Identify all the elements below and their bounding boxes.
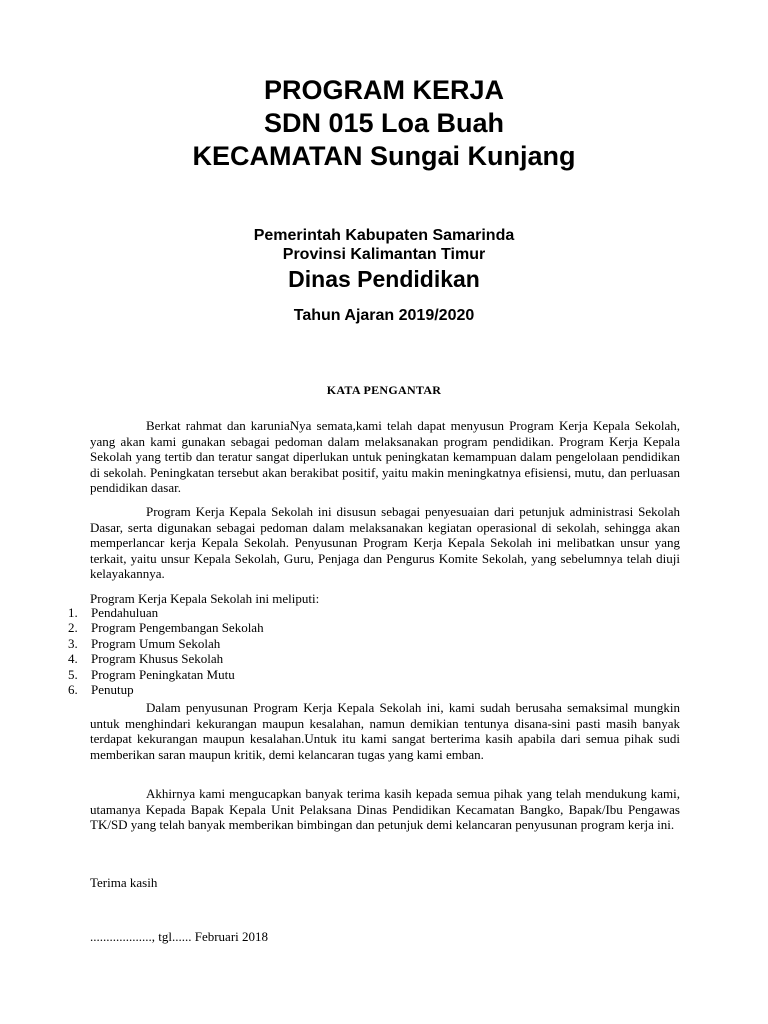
list-item (68, 636, 264, 651)
title-line-1: PROGRAM KERJA (263, 75, 505, 105)
list-number: 4. (68, 651, 78, 667)
paragraph-text: Akhirnya kami mengucapkan banyak terima kasih kepada semua pihak yang telah mendukung kami, utamanya Kepada Bapak Kepala Unit Pelaksana Dinas Pendidikan Kecamatan Bangko, Bapak/Ibu Pengawas TK/SD yang telah banyak memberikan bimbingan dan petunjuk demi kelancaran penyusunan program kerja ini. (90, 786, 680, 833)
list-label: Program Peningkatan Mutu (91, 666, 235, 682)
list-item (68, 682, 264, 697)
list-number: 5. (68, 666, 78, 682)
document-title (0, 74, 768, 173)
paragraph-1 (90, 418, 680, 496)
list-label: Program Khusus Sekolah (91, 651, 224, 667)
list-intro: Program Kerja Kepala Sekolah ini meliputi: (90, 591, 320, 606)
list-label: Penutup (91, 682, 134, 698)
paragraph-text: Program Kerja Kepala Sekolah ini disusun sebagai penyesuaian dari petunjuk administrasi Sekolah Dasar, serta digunakan sebagai pedoman dalam melaksanakan kegiatan operasional di sekolah, sehingga akan memperlancar kerja Kepala Sekolah. Penyusunan Program Kerja Kepala Sekolah ini melibatkan unsur yang terkait, yaitu unsur Kepala Sekolah, Guru, Penjaga dan Pengurus Komite Sekolah, yang sebelumnya telah diuji kelayakannya. (90, 504, 680, 582)
government-name: Pemerintah Kabupaten Samarinda (253, 227, 515, 244)
list-number: 2. (68, 620, 78, 636)
province-name: Provinsi Kalimantan Timur (282, 246, 486, 263)
academic-year: Tahun Ajaran 2019/2020 (293, 307, 475, 324)
paragraph-text: Dalam penyusunan Program Kerja Kepala Sekolah ini, kami sudah berusaha semaksimal mungkin untuk menghindari kekurangan maupun kesalahan, namun demikian tentunya disana-sini pasti masih banyak terdapat kekurangan maupun kesalahan.Untuk itu kami sangat berterima kasih apabila dari semua pihak sudi memberikan saran maupun kritik, demi kelancaran tugas yang kami emban. (90, 700, 680, 762)
list-number: 6. (68, 682, 78, 698)
paragraph-3 (90, 700, 680, 762)
title-line-3: KECAMATAN Sungai Kunjang (192, 141, 576, 171)
list-number: 3. (68, 635, 78, 651)
institution-block (0, 226, 768, 293)
list-label: Pendahuluan (91, 605, 159, 620)
department-name: Dinas Pendidikan (288, 266, 480, 292)
list-label: Program Pengembangan Sekolah (91, 620, 264, 636)
list-number: 1. (68, 605, 78, 620)
list-item (68, 605, 264, 620)
list-item (68, 667, 264, 682)
title-line-2: SDN 015 Loa Buah (263, 108, 505, 138)
paragraph-text: Berkat rahmat dan karuniaNya semata,kami telah dapat menyusun Program Kerja Kepala Sekolah, yang akan kami gunakan sebagai pedoman dalam melaksanakan program pendidikan. Program Kerja Kepala Sekolah yang tertib dan teratur sangat diperlukan untuk peningkatan kemampuan dalam pengelolaan pendidikan di sekolah. Peningkatan tersebut akan berakibat positif, yaitu makin meningkatnya efisiensi, mutu, dan perluasan pendidikan dasar. (90, 418, 680, 496)
list-item (68, 620, 264, 635)
date-line: ..................., tgl...... Februari 2018 (90, 929, 269, 944)
paragraph-2 (90, 504, 680, 582)
paragraph-4 (90, 786, 680, 833)
list-label: Program Umum Sekolah (91, 635, 221, 651)
section-heading: KATA PENGANTAR (326, 383, 442, 397)
contents-list (68, 605, 264, 697)
list-item (68, 651, 264, 666)
closing-text: Terima kasih (90, 875, 158, 890)
